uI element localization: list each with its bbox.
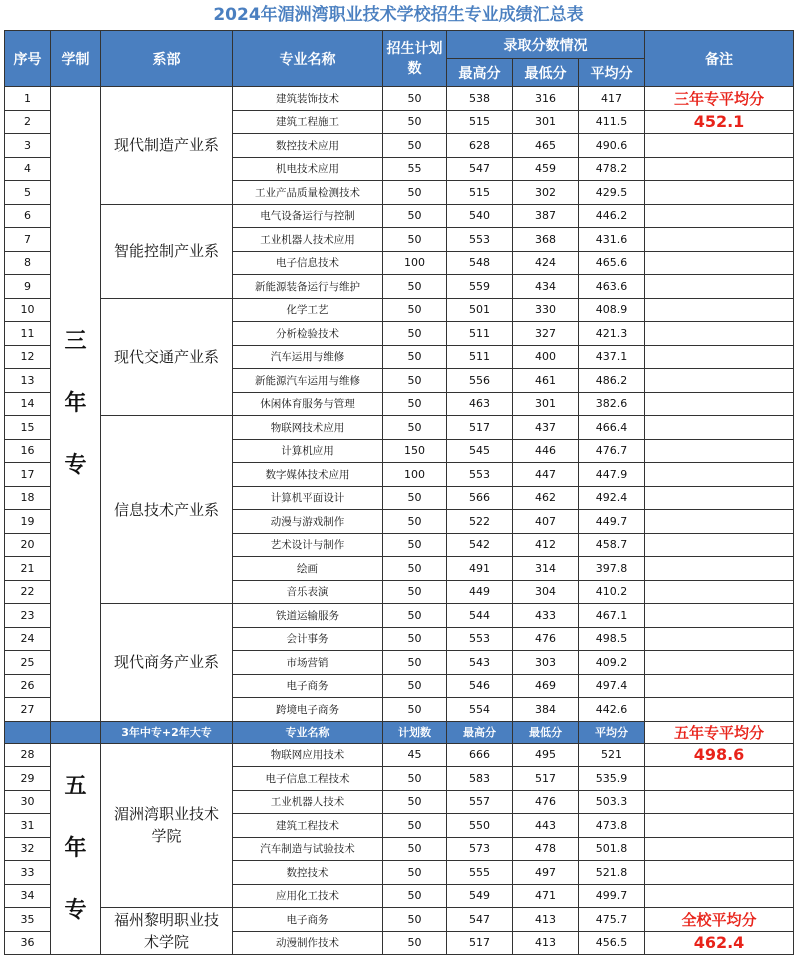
- row-plan: 50: [383, 674, 447, 698]
- header-min: 最低分: [513, 59, 579, 87]
- row-avg: 501.8: [579, 837, 645, 861]
- note-five-year-value: 498.6: [645, 743, 794, 767]
- row-seq: 28: [5, 743, 51, 767]
- row-major: 新能源汽车运用与维修: [233, 369, 383, 393]
- subheader-plan: 计划数: [383, 721, 447, 743]
- subheader-major: 专业名称: [233, 721, 383, 743]
- note-empty: [645, 486, 794, 510]
- table-row: [5, 743, 794, 767]
- row-avg: 535.9: [579, 767, 645, 791]
- dept-name: 现代商务产业系: [101, 604, 233, 722]
- row-seq: 35: [5, 908, 51, 932]
- row-seq: 13: [5, 369, 51, 393]
- note-empty: [645, 345, 794, 369]
- row-min: 387: [513, 204, 579, 228]
- note-empty: [645, 533, 794, 557]
- row-avg: 456.5: [579, 931, 645, 955]
- note-empty: [645, 157, 794, 181]
- row-avg: 465.6: [579, 251, 645, 275]
- row-seq: 7: [5, 228, 51, 252]
- row-seq: 26: [5, 674, 51, 698]
- row-seq: 3: [5, 134, 51, 158]
- row-plan: 50: [383, 345, 447, 369]
- note-empty: [645, 439, 794, 463]
- row-seq: 14: [5, 392, 51, 416]
- row-major: 计算机平面设计: [233, 486, 383, 510]
- row-plan: 50: [383, 627, 447, 651]
- row-major: 工业产品质量检测技术: [233, 181, 383, 205]
- row-min: 465: [513, 134, 579, 158]
- note-empty: [645, 392, 794, 416]
- note-empty: [645, 580, 794, 604]
- row-avg: 417: [579, 87, 645, 111]
- row-min: 407: [513, 510, 579, 534]
- subheader-min: 最低分: [513, 721, 579, 743]
- note-empty: [645, 228, 794, 252]
- row-min: 424: [513, 251, 579, 275]
- row-major: 动漫与游戏制作: [233, 510, 383, 534]
- row-avg: 382.6: [579, 392, 645, 416]
- subheader-seq: [5, 721, 51, 743]
- note-empty: [645, 604, 794, 628]
- table-row: [5, 87, 794, 111]
- row-min: 384: [513, 698, 579, 722]
- score-table: [4, 30, 794, 955]
- row-major: 绘画: [233, 557, 383, 581]
- row-major: 市场营销: [233, 651, 383, 675]
- row-max: 501: [447, 298, 513, 322]
- row-avg: 408.9: [579, 298, 645, 322]
- row-min: 447: [513, 463, 579, 487]
- subheader-system: [51, 721, 101, 743]
- system-label-three-year-char: 专: [64, 452, 87, 478]
- row-seq: 12: [5, 345, 51, 369]
- row-avg: 446.2: [579, 204, 645, 228]
- system-label-five-year: [51, 743, 101, 955]
- row-min: 304: [513, 580, 579, 604]
- row-major: 应用化工技术: [233, 884, 383, 908]
- row-major: 音乐表演: [233, 580, 383, 604]
- row-major: 建筑装饰技术: [233, 87, 383, 111]
- row-seq: 5: [5, 181, 51, 205]
- row-avg: 497.4: [579, 674, 645, 698]
- row-max: 463: [447, 392, 513, 416]
- row-avg: 478.2: [579, 157, 645, 181]
- row-min: 433: [513, 604, 579, 628]
- row-major: 新能源装备运行与维护: [233, 275, 383, 299]
- row-avg: 476.7: [579, 439, 645, 463]
- note-empty: [645, 557, 794, 581]
- row-min: 497: [513, 861, 579, 885]
- row-major: 化学工艺: [233, 298, 383, 322]
- header-note: 备注: [645, 31, 794, 87]
- row-min: 443: [513, 814, 579, 838]
- row-avg: 521.8: [579, 861, 645, 885]
- row-plan: 50: [383, 698, 447, 722]
- row-avg: 473.8: [579, 814, 645, 838]
- note-empty: [645, 416, 794, 440]
- row-plan: 50: [383, 908, 447, 932]
- row-max: 553: [447, 228, 513, 252]
- row-max: 540: [447, 204, 513, 228]
- row-plan: 150: [383, 439, 447, 463]
- row-major: 数控技术: [233, 861, 383, 885]
- header-max: 最高分: [447, 59, 513, 87]
- row-major: 建筑工程技术: [233, 814, 383, 838]
- row-plan: 50: [383, 392, 447, 416]
- row-seq: 36: [5, 931, 51, 955]
- row-major: 建筑工程施工: [233, 110, 383, 134]
- row-plan: 50: [383, 204, 447, 228]
- row-seq: 29: [5, 767, 51, 791]
- row-max: 511: [447, 345, 513, 369]
- row-major: 电气设备运行与控制: [233, 204, 383, 228]
- note-empty: [645, 251, 794, 275]
- row-min: 314: [513, 557, 579, 581]
- row-major: 工业机器人技术应用: [233, 228, 383, 252]
- row-plan: 50: [383, 110, 447, 134]
- row-avg: 492.4: [579, 486, 645, 510]
- note-empty: [645, 651, 794, 675]
- row-plan: 50: [383, 767, 447, 791]
- row-seq: 15: [5, 416, 51, 440]
- row-seq: 34: [5, 884, 51, 908]
- five-year-subheader: [5, 721, 794, 743]
- row-avg: 498.5: [579, 627, 645, 651]
- row-plan: 50: [383, 134, 447, 158]
- row-max: 491: [447, 557, 513, 581]
- row-avg: 463.6: [579, 275, 645, 299]
- row-seq: 1: [5, 87, 51, 111]
- row-seq: 9: [5, 275, 51, 299]
- row-avg: 421.3: [579, 322, 645, 346]
- row-max: 554: [447, 698, 513, 722]
- row-major: 汽车制造与试验技术: [233, 837, 383, 861]
- row-seq: 25: [5, 651, 51, 675]
- row-plan: 50: [383, 228, 447, 252]
- note-empty: [645, 463, 794, 487]
- row-min: 446: [513, 439, 579, 463]
- row-min: 412: [513, 533, 579, 557]
- row-min: 368: [513, 228, 579, 252]
- header-scores: 录取分数情况: [447, 31, 645, 59]
- row-plan: 50: [383, 931, 447, 955]
- row-avg: 490.6: [579, 134, 645, 158]
- row-max: 449: [447, 580, 513, 604]
- row-plan: 50: [383, 298, 447, 322]
- note-empty: [645, 298, 794, 322]
- row-seq: 23: [5, 604, 51, 628]
- row-max: 559: [447, 275, 513, 299]
- row-avg: 397.8: [579, 557, 645, 581]
- row-major: 电子商务: [233, 674, 383, 698]
- row-max: 553: [447, 463, 513, 487]
- header-seq: 序号: [5, 31, 51, 87]
- row-avg: 503.3: [579, 790, 645, 814]
- note-three-year-label: 三年专平均分: [645, 87, 794, 111]
- row-min: 517: [513, 767, 579, 791]
- row-min: 316: [513, 87, 579, 111]
- row-max: 556: [447, 369, 513, 393]
- row-max: 545: [447, 439, 513, 463]
- row-seq: 22: [5, 580, 51, 604]
- row-avg: 467.1: [579, 604, 645, 628]
- row-max: 566: [447, 486, 513, 510]
- system-label-three-year-char: 三: [64, 328, 87, 354]
- row-plan: 50: [383, 369, 447, 393]
- note-five-year-label: 五年专平均分: [645, 721, 794, 743]
- row-plan: 50: [383, 87, 447, 111]
- row-max: 543: [447, 651, 513, 675]
- row-avg: 447.9: [579, 463, 645, 487]
- row-min: 471: [513, 884, 579, 908]
- row-major: 会计事务: [233, 627, 383, 651]
- row-min: 469: [513, 674, 579, 698]
- row-seq: 18: [5, 486, 51, 510]
- row-seq: 10: [5, 298, 51, 322]
- note-empty: [645, 510, 794, 534]
- row-seq: 6: [5, 204, 51, 228]
- row-min: 330: [513, 298, 579, 322]
- row-min: 461: [513, 369, 579, 393]
- row-max: 522: [447, 510, 513, 534]
- row-major: 电子信息技术: [233, 251, 383, 275]
- row-min: 327: [513, 322, 579, 346]
- row-avg: 521: [579, 743, 645, 767]
- row-major: 工业机器人技术: [233, 790, 383, 814]
- note-empty: [645, 814, 794, 838]
- header-major: 专业名称: [233, 31, 383, 87]
- college-name: 湄洲湾职业技术学院: [101, 743, 233, 908]
- row-plan: 50: [383, 651, 447, 675]
- row-plan: 50: [383, 814, 447, 838]
- note-empty: [645, 134, 794, 158]
- table-row: [5, 604, 794, 628]
- row-seq: 30: [5, 790, 51, 814]
- row-avg: 429.5: [579, 181, 645, 205]
- row-seq: 16: [5, 439, 51, 463]
- row-min: 462: [513, 486, 579, 510]
- dept-name: 智能控制产业系: [101, 204, 233, 298]
- table-row: [5, 908, 794, 932]
- row-plan: 50: [383, 533, 447, 557]
- row-major: 电子信息工程技术: [233, 767, 383, 791]
- row-major: 电子商务: [233, 908, 383, 932]
- row-seq: 27: [5, 698, 51, 722]
- row-seq: 11: [5, 322, 51, 346]
- note-empty: [645, 861, 794, 885]
- note-school-label: 全校平均分: [645, 908, 794, 932]
- row-max: 547: [447, 157, 513, 181]
- row-major: 物联网技术应用: [233, 416, 383, 440]
- table-row: [5, 416, 794, 440]
- note-empty: [645, 322, 794, 346]
- row-major: 机电技术应用: [233, 157, 383, 181]
- row-max: 628: [447, 134, 513, 158]
- row-max: 515: [447, 110, 513, 134]
- row-max: 557: [447, 790, 513, 814]
- row-max: 573: [447, 837, 513, 861]
- row-max: 548: [447, 251, 513, 275]
- row-min: 476: [513, 790, 579, 814]
- table-row: [5, 204, 794, 228]
- subheader-avg: 平均分: [579, 721, 645, 743]
- row-plan: 50: [383, 604, 447, 628]
- row-avg: 442.6: [579, 698, 645, 722]
- row-major: 汽车运用与维修: [233, 345, 383, 369]
- row-max: 542: [447, 533, 513, 557]
- row-major: 休闲体育服务与管理: [233, 392, 383, 416]
- row-max: 517: [447, 931, 513, 955]
- row-major: 分析检验技术: [233, 322, 383, 346]
- header-plan: 招生计划数: [383, 31, 447, 87]
- row-plan: 50: [383, 416, 447, 440]
- row-avg: 499.7: [579, 884, 645, 908]
- row-min: 437: [513, 416, 579, 440]
- row-plan: 50: [383, 837, 447, 861]
- note-empty: [645, 204, 794, 228]
- header-dept: 系部: [101, 31, 233, 87]
- page-title: 2024年湄洲湾职业技术学校招生专业成绩汇总表: [213, 5, 584, 25]
- row-max: 538: [447, 87, 513, 111]
- row-seq: 21: [5, 557, 51, 581]
- row-min: 302: [513, 181, 579, 205]
- note-school-value: 462.4: [645, 931, 794, 955]
- note-empty: [645, 837, 794, 861]
- row-plan: 50: [383, 884, 447, 908]
- row-major: 计算机应用: [233, 439, 383, 463]
- row-min: 478: [513, 837, 579, 861]
- row-max: 549: [447, 884, 513, 908]
- row-max: 553: [447, 627, 513, 651]
- row-avg: 458.7: [579, 533, 645, 557]
- dept-name: 现代制造产业系: [101, 87, 233, 205]
- row-plan: 50: [383, 580, 447, 604]
- row-major: 跨境电子商务: [233, 698, 383, 722]
- row-max: 546: [447, 674, 513, 698]
- note-empty: [645, 627, 794, 651]
- note-empty: [645, 790, 794, 814]
- row-plan: 50: [383, 510, 447, 534]
- row-seq: 31: [5, 814, 51, 838]
- row-max: 555: [447, 861, 513, 885]
- row-major: 物联网应用技术: [233, 743, 383, 767]
- note-empty: [645, 275, 794, 299]
- row-max: 515: [447, 181, 513, 205]
- note-empty: [645, 369, 794, 393]
- row-major: 动漫制作技术: [233, 931, 383, 955]
- row-plan: 50: [383, 486, 447, 510]
- row-plan: 50: [383, 181, 447, 205]
- row-seq: 4: [5, 157, 51, 181]
- row-avg: 431.6: [579, 228, 645, 252]
- header-system: 学制: [51, 31, 101, 87]
- row-plan: 50: [383, 557, 447, 581]
- row-seq: 24: [5, 627, 51, 651]
- row-min: 476: [513, 627, 579, 651]
- row-seq: 33: [5, 861, 51, 885]
- row-avg: 449.7: [579, 510, 645, 534]
- row-min: 301: [513, 392, 579, 416]
- row-plan: 100: [383, 463, 447, 487]
- dept-name: 信息技术产业系: [101, 416, 233, 604]
- note-empty: [645, 674, 794, 698]
- row-min: 301: [513, 110, 579, 134]
- note-three-year-value: 452.1: [645, 110, 794, 134]
- row-seq: 8: [5, 251, 51, 275]
- row-plan: 100: [383, 251, 447, 275]
- row-min: 459: [513, 157, 579, 181]
- subheader-dept: 3年中专+2年大专: [101, 721, 233, 743]
- row-avg: 466.4: [579, 416, 645, 440]
- row-max: 550: [447, 814, 513, 838]
- note-empty: [645, 884, 794, 908]
- system-label-five-year-char: 年: [64, 835, 87, 861]
- table-row: [5, 298, 794, 322]
- college-name: 福州黎明职业技术学院: [101, 908, 233, 955]
- row-avg: 410.2: [579, 580, 645, 604]
- row-avg: 409.2: [579, 651, 645, 675]
- row-max: 666: [447, 743, 513, 767]
- row-plan: 50: [383, 322, 447, 346]
- row-avg: 411.5: [579, 110, 645, 134]
- row-seq: 32: [5, 837, 51, 861]
- row-avg: 437.1: [579, 345, 645, 369]
- dept-name: 现代交通产业系: [101, 298, 233, 416]
- row-major: 数字媒体技术应用: [233, 463, 383, 487]
- row-min: 413: [513, 931, 579, 955]
- row-avg: 475.7: [579, 908, 645, 932]
- row-max: 511: [447, 322, 513, 346]
- row-min: 495: [513, 743, 579, 767]
- system-label-three-year-char: 年: [64, 390, 87, 416]
- row-max: 583: [447, 767, 513, 791]
- row-min: 303: [513, 651, 579, 675]
- row-min: 434: [513, 275, 579, 299]
- row-seq: 19: [5, 510, 51, 534]
- system-label-five-year-char: 五: [64, 773, 87, 799]
- row-major: 铁道运输服务: [233, 604, 383, 628]
- row-plan: 45: [383, 743, 447, 767]
- row-min: 413: [513, 908, 579, 932]
- header-avg: 平均分: [579, 59, 645, 87]
- row-major: 艺术设计与制作: [233, 533, 383, 557]
- system-label-five-year-char: 专: [64, 897, 87, 923]
- row-seq: 20: [5, 533, 51, 557]
- row-max: 547: [447, 908, 513, 932]
- row-min: 400: [513, 345, 579, 369]
- row-seq: 17: [5, 463, 51, 487]
- subheader-max: 最高分: [447, 721, 513, 743]
- note-empty: [645, 767, 794, 791]
- row-plan: 50: [383, 790, 447, 814]
- system-label-three-year: [51, 87, 101, 722]
- row-major: 数控技术应用: [233, 134, 383, 158]
- note-empty: [645, 698, 794, 722]
- note-empty: [645, 181, 794, 205]
- row-max: 544: [447, 604, 513, 628]
- row-avg: 486.2: [579, 369, 645, 393]
- row-plan: 55: [383, 157, 447, 181]
- row-seq: 2: [5, 110, 51, 134]
- row-max: 517: [447, 416, 513, 440]
- row-plan: 50: [383, 861, 447, 885]
- row-plan: 50: [383, 275, 447, 299]
